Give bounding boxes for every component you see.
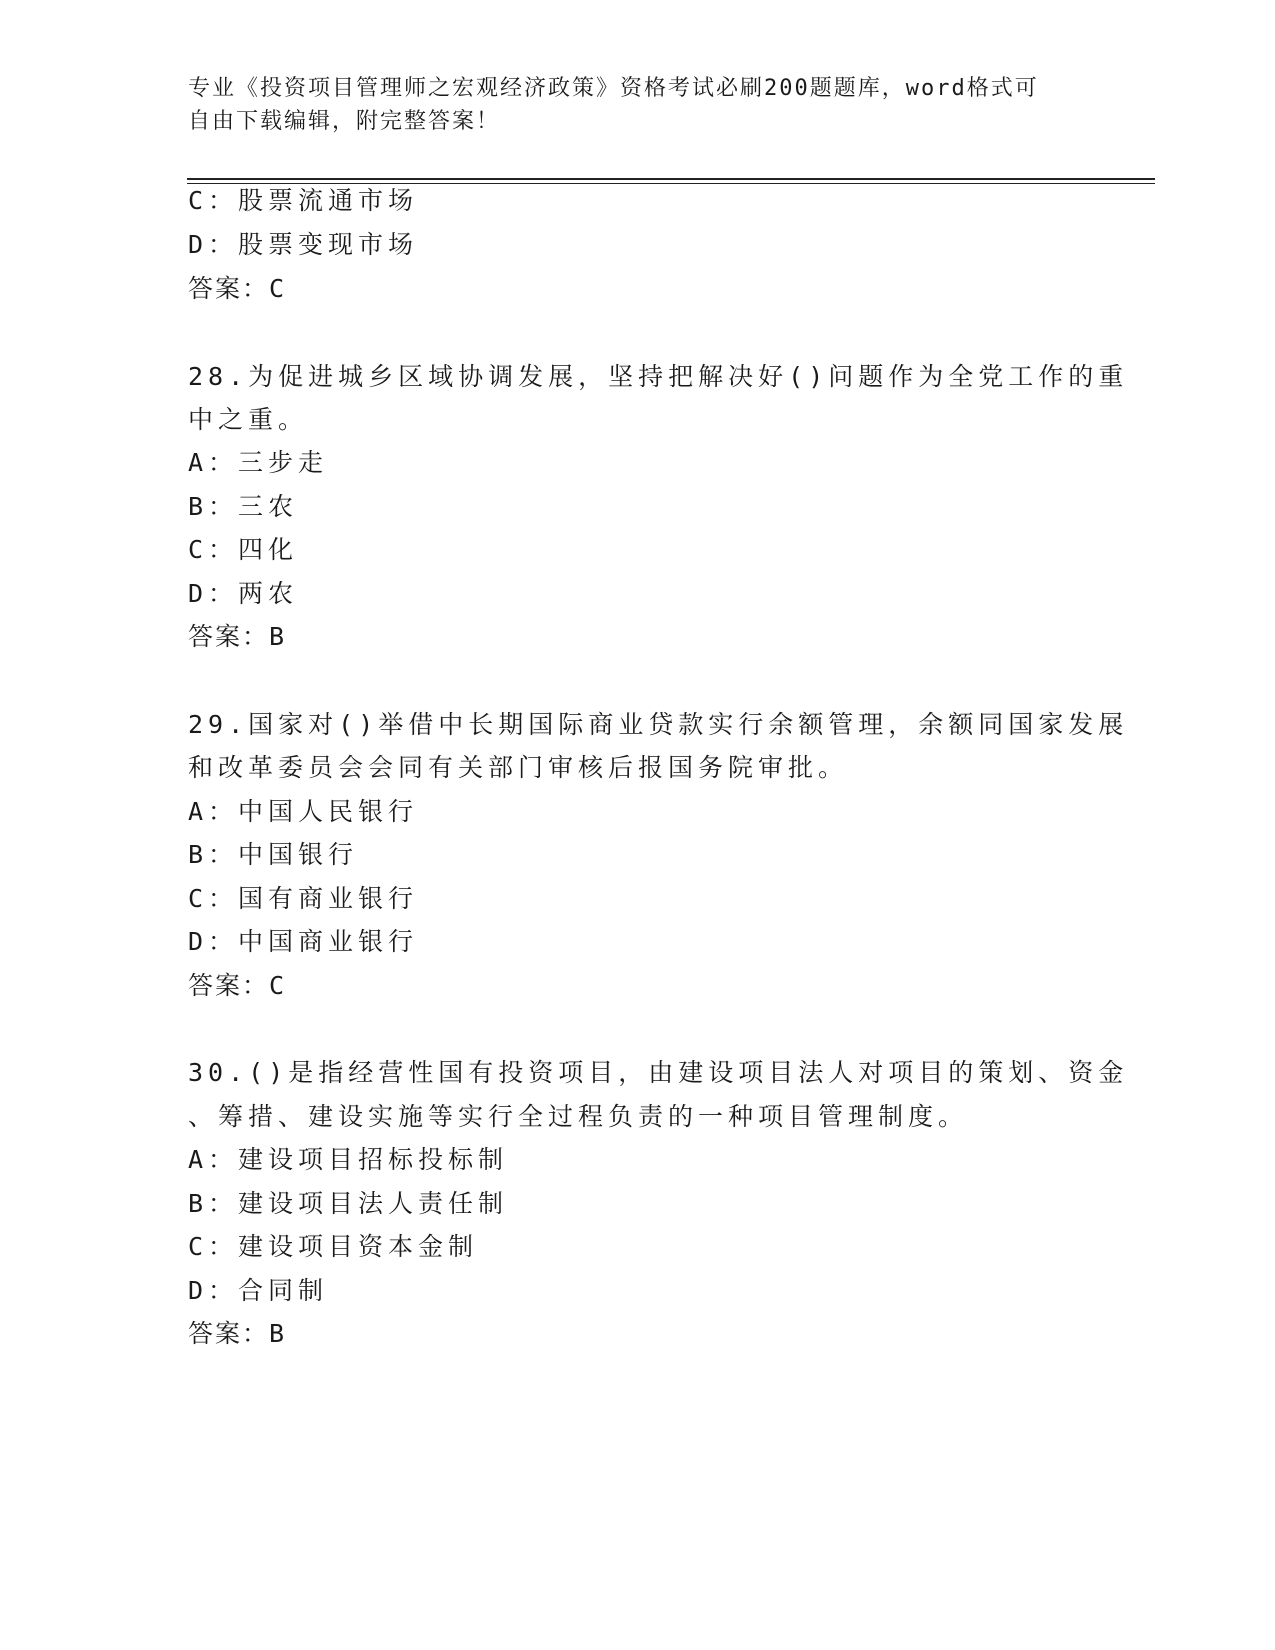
prev-question-answer: 答案：C — [188, 274, 287, 303]
question-29-answer: 答案：C — [188, 971, 287, 1000]
question-28-answer: 答案：B — [188, 622, 287, 651]
question-28-option-c: C：四化 — [188, 535, 299, 564]
question-29-option-a: A：中国人民银行 — [188, 797, 419, 826]
question-28-option-b: B：三农 — [188, 492, 299, 521]
question-30-stem-line-2: 、筹措、建设实施等实行全过程负责的一种项目管理制度。 — [188, 1102, 969, 1131]
header-divider-thick — [187, 178, 1155, 180]
prev-question-option-c: C：股票流通市场 — [188, 186, 419, 215]
document-header — [188, 72, 1088, 138]
question-30-option-b: B：建设项目法人责任制 — [188, 1189, 509, 1218]
question-28-stem-line-2: 中之重。 — [188, 405, 309, 434]
question-29-stem-line-1: 29.国家对()举借中长期国际商业贷款实行余额管理，余额同国家发展 — [188, 710, 1129, 739]
question-29-option-b: B：中国银行 — [188, 840, 359, 869]
question-30-answer: 答案：B — [188, 1319, 287, 1348]
question-30-option-c: C：建设项目资本金制 — [188, 1232, 479, 1261]
question-29-option-d: D：中国商业银行 — [188, 927, 419, 956]
question-30-option-a: A：建设项目招标投标制 — [188, 1145, 509, 1174]
prev-question-option-d: D：股票变现市场 — [188, 230, 419, 259]
question-28-stem-line-1: 28.为促进城乡区域协调发展，坚持把解决好()问题作为全党工作的重 — [188, 362, 1129, 391]
question-28-option-a: A：三步走 — [188, 448, 329, 477]
question-30-option-d: D：合同制 — [188, 1276, 329, 1305]
header-title-line-2: 自由下载编辑，附完整答案！ — [188, 109, 501, 134]
question-28-option-d: D：两农 — [188, 579, 299, 608]
question-29-option-c: C：国有商业银行 — [188, 884, 419, 913]
question-30-stem-line-1: 30.()是指经营性国有投资项目，由建设项目法人对项目的策划、资金 — [188, 1058, 1129, 1087]
header-title-line-1: 专业《投资项目管理师之宏观经济政策》资格考试必刷200题题库，word格式可 — [188, 76, 1039, 101]
question-29-stem-line-2: 和改革委员会会同有关部门审核后报国务院审批。 — [188, 753, 849, 782]
header-divider-thin — [187, 183, 1155, 184]
